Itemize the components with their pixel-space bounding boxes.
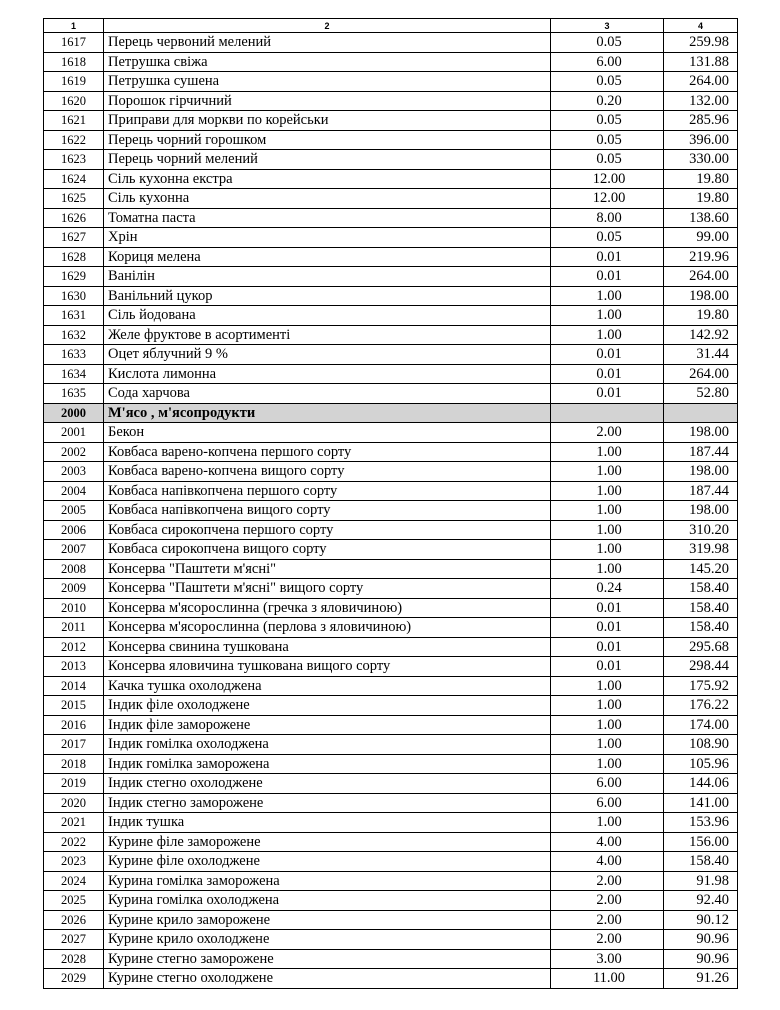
- table-row: [44, 462, 738, 482]
- price-cell: 295.68: [664, 637, 738, 657]
- code-cell: 2007: [44, 540, 104, 560]
- price-cell: 91.26: [664, 969, 738, 989]
- quantity-cell: 6.00: [551, 52, 664, 72]
- code-cell: 1629: [44, 267, 104, 287]
- name-cell: Бекон: [104, 423, 551, 443]
- quantity-cell: 0.05: [551, 33, 664, 53]
- code-cell: 1621: [44, 111, 104, 131]
- price-cell: 310.20: [664, 520, 738, 540]
- price-cell: 90.96: [664, 930, 738, 950]
- price-cell: 175.92: [664, 676, 738, 696]
- name-cell: Оцет яблучний 9 %: [104, 345, 551, 365]
- price-cell: 298.44: [664, 657, 738, 677]
- table-row: [44, 111, 738, 131]
- price-cell: 52.80: [664, 384, 738, 404]
- table-row: [44, 91, 738, 111]
- quantity-cell: 12.00: [551, 169, 664, 189]
- quantity-cell: 2.00: [551, 930, 664, 950]
- code-cell: 2001: [44, 423, 104, 443]
- code-cell: 1627: [44, 228, 104, 248]
- price-cell: 138.60: [664, 208, 738, 228]
- table-row: [44, 715, 738, 735]
- price-cell: 31.44: [664, 345, 738, 365]
- quantity-cell: 0.05: [551, 72, 664, 92]
- name-cell: Консерва "Паштети м'ясні": [104, 559, 551, 579]
- code-cell: 2028: [44, 949, 104, 969]
- name-cell: Томатна паста: [104, 208, 551, 228]
- code-cell: 1623: [44, 150, 104, 170]
- quantity-cell: [551, 403, 664, 423]
- quantity-cell: 4.00: [551, 832, 664, 852]
- quantity-cell: 0.01: [551, 267, 664, 287]
- code-cell: 2006: [44, 520, 104, 540]
- name-cell: Желе фруктове в асортименті: [104, 325, 551, 345]
- price-cell: 153.96: [664, 813, 738, 833]
- quantity-cell: 3.00: [551, 949, 664, 969]
- table-row: [44, 891, 738, 911]
- name-cell: Курине стегно охолоджене: [104, 969, 551, 989]
- price-cell: 198.00: [664, 286, 738, 306]
- table-row: [44, 228, 738, 248]
- table-row: [44, 540, 738, 560]
- price-cell: 132.00: [664, 91, 738, 111]
- code-cell: 2009: [44, 579, 104, 599]
- code-cell: 2023: [44, 852, 104, 872]
- table-row: [44, 306, 738, 326]
- quantity-cell: 1.00: [551, 540, 664, 560]
- table-body: [44, 33, 738, 989]
- code-cell: 2025: [44, 891, 104, 911]
- name-cell: Ванілін: [104, 267, 551, 287]
- code-cell: 2015: [44, 696, 104, 716]
- code-cell: 1630: [44, 286, 104, 306]
- code-cell: 2013: [44, 657, 104, 677]
- name-cell: Консерва свинина тушкована: [104, 637, 551, 657]
- name-cell: Індик тушка: [104, 813, 551, 833]
- quantity-cell: 1.00: [551, 325, 664, 345]
- name-cell: Індик стегно охолоджене: [104, 774, 551, 794]
- name-cell: Петрушка сушена: [104, 72, 551, 92]
- name-cell: М'ясо , м'ясопродукти: [104, 403, 551, 423]
- price-cell: 141.00: [664, 793, 738, 813]
- price-cell: 142.92: [664, 325, 738, 345]
- price-cell: [664, 403, 738, 423]
- table-row: [44, 579, 738, 599]
- quantity-cell: 4.00: [551, 852, 664, 872]
- table-row: [44, 793, 738, 813]
- quantity-cell: 6.00: [551, 774, 664, 794]
- name-cell: Сіль кухонна екстра: [104, 169, 551, 189]
- table-row: [44, 676, 738, 696]
- table-row: [44, 150, 738, 170]
- table-row: [44, 930, 738, 950]
- quantity-cell: 1.00: [551, 462, 664, 482]
- table-row: [44, 852, 738, 872]
- column-number-header-row: [44, 19, 738, 33]
- quantity-cell: 12.00: [551, 189, 664, 209]
- quantity-cell: 0.01: [551, 384, 664, 404]
- name-cell: Перець червоний мелений: [104, 33, 551, 53]
- quantity-cell: 1.00: [551, 481, 664, 501]
- table-row: [44, 813, 738, 833]
- code-cell: 1624: [44, 169, 104, 189]
- table-row: [44, 130, 738, 150]
- code-cell: 2005: [44, 501, 104, 521]
- table-row: [44, 637, 738, 657]
- price-table: [43, 18, 738, 989]
- price-cell: 19.80: [664, 169, 738, 189]
- code-cell: 1619: [44, 72, 104, 92]
- name-cell: Індик філе охолоджене: [104, 696, 551, 716]
- code-cell: 2024: [44, 871, 104, 891]
- name-cell: Кислота лимонна: [104, 364, 551, 384]
- price-cell: 158.40: [664, 579, 738, 599]
- quantity-cell: 0.01: [551, 364, 664, 384]
- code-cell: 2014: [44, 676, 104, 696]
- name-cell: Ковбаса варено-копчена вищого сорту: [104, 462, 551, 482]
- code-cell: 2016: [44, 715, 104, 735]
- name-cell: Консерва м'ясорослинна (перлова з яловичиною): [104, 618, 551, 638]
- name-cell: Качка тушка охолоджена: [104, 676, 551, 696]
- quantity-cell: 1.00: [551, 306, 664, 326]
- price-cell: 219.96: [664, 247, 738, 267]
- quantity-cell: 0.01: [551, 637, 664, 657]
- table-row: [44, 33, 738, 53]
- quantity-cell: 8.00: [551, 208, 664, 228]
- name-cell: Перець чорний горошком: [104, 130, 551, 150]
- table-row: [44, 52, 738, 72]
- name-cell: Консерва яловичина тушкована вищого сорту: [104, 657, 551, 677]
- code-cell: 1635: [44, 384, 104, 404]
- code-cell: 1618: [44, 52, 104, 72]
- name-cell: Сіль кухонна: [104, 189, 551, 209]
- table-row: [44, 969, 738, 989]
- price-cell: 264.00: [664, 267, 738, 287]
- table-row: [44, 325, 738, 345]
- table-row: [44, 364, 738, 384]
- price-cell: 156.00: [664, 832, 738, 852]
- code-cell: 2011: [44, 618, 104, 638]
- name-cell: Індик стегно заморожене: [104, 793, 551, 813]
- table-row: [44, 208, 738, 228]
- name-cell: Індик філе заморожене: [104, 715, 551, 735]
- table-row: [44, 423, 738, 443]
- name-cell: Курина гомілка охолоджена: [104, 891, 551, 911]
- name-cell: Ковбаса сирокопчена першого сорту: [104, 520, 551, 540]
- name-cell: Хрін: [104, 228, 551, 248]
- price-cell: 92.40: [664, 891, 738, 911]
- table-row: [44, 267, 738, 287]
- quantity-cell: 0.24: [551, 579, 664, 599]
- table-row: [44, 247, 738, 267]
- name-cell: Ковбаса варено-копчена першого сорту: [104, 442, 551, 462]
- price-cell: 187.44: [664, 442, 738, 462]
- code-cell: 2010: [44, 598, 104, 618]
- code-cell: 1622: [44, 130, 104, 150]
- quantity-cell: 0.20: [551, 91, 664, 111]
- table-row: [44, 754, 738, 774]
- code-cell: 2002: [44, 442, 104, 462]
- name-cell: Перець чорний мелений: [104, 150, 551, 170]
- code-cell: 2027: [44, 930, 104, 950]
- price-cell: 99.00: [664, 228, 738, 248]
- price-cell: 174.00: [664, 715, 738, 735]
- quantity-cell: 1.00: [551, 735, 664, 755]
- price-cell: 105.96: [664, 754, 738, 774]
- name-cell: Ковбаса сирокопчена вищого сорту: [104, 540, 551, 560]
- price-table-sheet: [43, 18, 737, 989]
- table-row: [44, 657, 738, 677]
- name-cell: Петрушка свіжа: [104, 52, 551, 72]
- quantity-cell: 0.01: [551, 598, 664, 618]
- price-cell: 187.44: [664, 481, 738, 501]
- quantity-cell: 1.00: [551, 520, 664, 540]
- name-cell: Індик гомілка заморожена: [104, 754, 551, 774]
- code-cell: 2003: [44, 462, 104, 482]
- code-cell: 2020: [44, 793, 104, 813]
- price-cell: 198.00: [664, 423, 738, 443]
- price-cell: 19.80: [664, 306, 738, 326]
- code-cell: 1633: [44, 345, 104, 365]
- code-cell: 2022: [44, 832, 104, 852]
- name-cell: Курине філе охолоджене: [104, 852, 551, 872]
- price-cell: 264.00: [664, 364, 738, 384]
- price-cell: 264.00: [664, 72, 738, 92]
- quantity-cell: 11.00: [551, 969, 664, 989]
- quantity-cell: 0.05: [551, 150, 664, 170]
- table-row: [44, 618, 738, 638]
- code-cell: 2012: [44, 637, 104, 657]
- quantity-cell: 0.01: [551, 657, 664, 677]
- name-cell: Консерва м'ясорослинна (гречка з яловичиною): [104, 598, 551, 618]
- code-cell: 2019: [44, 774, 104, 794]
- price-cell: 396.00: [664, 130, 738, 150]
- name-cell: Сіль йодована: [104, 306, 551, 326]
- quantity-cell: 1.00: [551, 813, 664, 833]
- table-row: [44, 481, 738, 501]
- table-row: [44, 501, 738, 521]
- name-cell: Курине філе заморожене: [104, 832, 551, 852]
- table-row: [44, 72, 738, 92]
- quantity-cell: 0.01: [551, 618, 664, 638]
- quantity-cell: 1.00: [551, 715, 664, 735]
- code-cell: 1626: [44, 208, 104, 228]
- price-cell: 158.40: [664, 852, 738, 872]
- name-cell: Порошок гірчичний: [104, 91, 551, 111]
- name-cell: Курине крило охолоджене: [104, 930, 551, 950]
- table-row: [44, 871, 738, 891]
- name-cell: Ковбаса напівкопчена першого сорту: [104, 481, 551, 501]
- quantity-cell: 1.00: [551, 286, 664, 306]
- table-row: [44, 169, 738, 189]
- quantity-cell: 0.01: [551, 247, 664, 267]
- table-row: [44, 598, 738, 618]
- table-row: [44, 832, 738, 852]
- code-cell: 2018: [44, 754, 104, 774]
- quantity-cell: 6.00: [551, 793, 664, 813]
- name-cell: Курина гомілка заморожена: [104, 871, 551, 891]
- code-cell: 1625: [44, 189, 104, 209]
- code-cell: 2021: [44, 813, 104, 833]
- code-cell: 1631: [44, 306, 104, 326]
- table-row: [44, 910, 738, 930]
- code-cell: 2026: [44, 910, 104, 930]
- price-cell: 131.88: [664, 52, 738, 72]
- price-cell: 285.96: [664, 111, 738, 131]
- quantity-cell: 1.00: [551, 559, 664, 579]
- price-cell: 108.90: [664, 735, 738, 755]
- name-cell: Сода харчова: [104, 384, 551, 404]
- code-cell: 1617: [44, 33, 104, 53]
- code-cell: 1620: [44, 91, 104, 111]
- code-cell: 1628: [44, 247, 104, 267]
- price-cell: 330.00: [664, 150, 738, 170]
- name-cell: Індик гомілка охолоджена: [104, 735, 551, 755]
- price-cell: 144.06: [664, 774, 738, 794]
- price-cell: 145.20: [664, 559, 738, 579]
- name-cell: Консерва "Паштети м'ясні" вищого сорту: [104, 579, 551, 599]
- code-cell: 2008: [44, 559, 104, 579]
- price-cell: 90.96: [664, 949, 738, 969]
- quantity-cell: 0.05: [551, 111, 664, 131]
- quantity-cell: 2.00: [551, 891, 664, 911]
- quantity-cell: 0.05: [551, 228, 664, 248]
- column-header-4: 4: [664, 19, 738, 33]
- table-row: [44, 559, 738, 579]
- code-cell: 1632: [44, 325, 104, 345]
- name-cell: Ванільний цукор: [104, 286, 551, 306]
- quantity-cell: 2.00: [551, 871, 664, 891]
- table-row: [44, 949, 738, 969]
- name-cell: Кориця мелена: [104, 247, 551, 267]
- table-row: [44, 345, 738, 365]
- code-cell: 1634: [44, 364, 104, 384]
- quantity-cell: 1.00: [551, 696, 664, 716]
- table-row: [44, 520, 738, 540]
- column-header-2: 2: [104, 19, 551, 33]
- price-cell: 319.98: [664, 540, 738, 560]
- quantity-cell: 1.00: [551, 754, 664, 774]
- quantity-cell: 2.00: [551, 910, 664, 930]
- quantity-cell: 1.00: [551, 676, 664, 696]
- code-cell: 2017: [44, 735, 104, 755]
- table-row: [44, 442, 738, 462]
- quantity-cell: 2.00: [551, 423, 664, 443]
- table-row: [44, 384, 738, 404]
- column-header-3: 3: [551, 19, 664, 33]
- quantity-cell: 0.05: [551, 130, 664, 150]
- price-cell: 158.40: [664, 598, 738, 618]
- code-cell: 2000: [44, 403, 104, 423]
- code-cell: 2004: [44, 481, 104, 501]
- price-cell: 158.40: [664, 618, 738, 638]
- column-header-1: 1: [44, 19, 104, 33]
- name-cell: Курине стегно заморожене: [104, 949, 551, 969]
- code-cell: 2029: [44, 969, 104, 989]
- price-cell: 19.80: [664, 189, 738, 209]
- table-row: [44, 774, 738, 794]
- price-cell: 198.00: [664, 462, 738, 482]
- price-cell: 176.22: [664, 696, 738, 716]
- price-cell: 90.12: [664, 910, 738, 930]
- name-cell: Курине крило заморожене: [104, 910, 551, 930]
- section-row: [44, 403, 738, 423]
- price-cell: 198.00: [664, 501, 738, 521]
- table-row: [44, 696, 738, 716]
- table-row: [44, 189, 738, 209]
- price-cell: 91.98: [664, 871, 738, 891]
- quantity-cell: 1.00: [551, 501, 664, 521]
- quantity-cell: 1.00: [551, 442, 664, 462]
- quantity-cell: 0.01: [551, 345, 664, 365]
- name-cell: Приправи для моркви по корейськи: [104, 111, 551, 131]
- price-cell: 259.98: [664, 33, 738, 53]
- table-row: [44, 735, 738, 755]
- table-row: [44, 286, 738, 306]
- name-cell: Ковбаса напівкопчена вищого сорту: [104, 501, 551, 521]
